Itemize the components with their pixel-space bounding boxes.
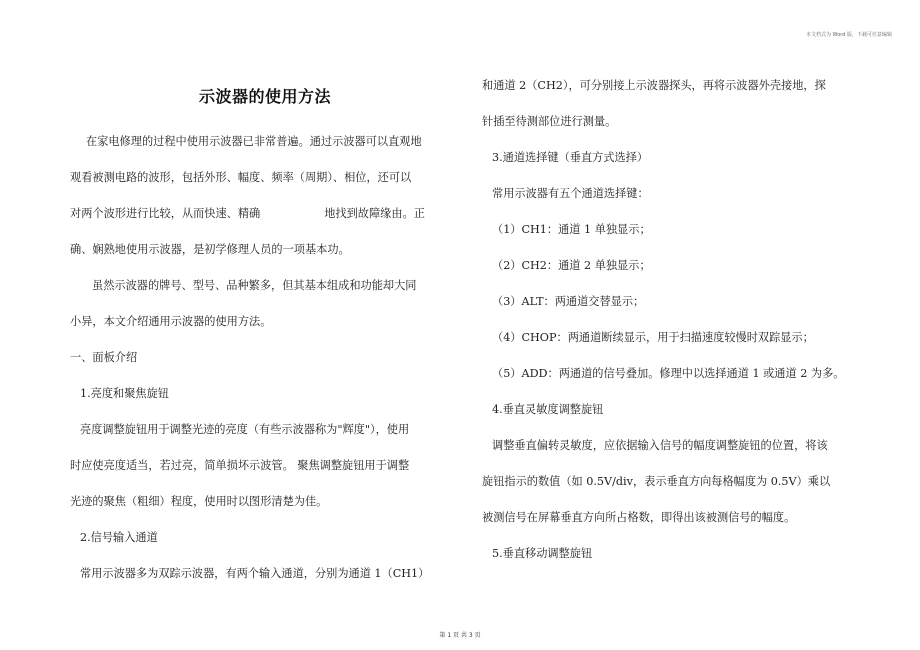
document-title: 示波器的使用方法 [198,87,331,106]
subsection-heading: 1.亮度和聚焦旋钮 [80,387,169,400]
line-segment: 地找到故障缘由。正 [324,207,425,220]
paragraph-line: 确、娴熟地使用示波器，是初学修理人员的一项基本功。 [70,243,350,256]
list-item: （3）ALT：两通道交替显示； [492,295,645,308]
list-item: （5）ADD：两通道的信号叠加。修理中以选择通道 1 或通道 2 为多。 [492,367,845,380]
paragraph-line: 常用示波器多为双踪示波器，有两个输入通道，分别为通道 1（CH1） [80,567,430,580]
paragraph-line: 小异，本文介绍通用示波器的使用方法。 [70,315,272,328]
paragraph-line: 和通道 2（CH2），可分别接上示波器探头，再将示波器外壳接地，探 [482,79,826,92]
edit-notice: 本文档式为 Word 版，下载可任意编辑 [805,32,892,38]
paragraph-line: 被测信号在屏幕垂直方向所占格数，即得出该被测信号的幅度。 [482,511,796,524]
paragraph-line: 时应使亮度适当，若过亮，简单损坏示波管。 聚焦调整旋钮用于调整 [70,459,410,472]
paragraph-line [70,196,460,232]
paragraph-line: 调整垂直偏转灵敏度，应依据输入信号的幅度调整旋钮的位置，将该 [492,439,828,452]
paragraph-line: 旋钮指示的数值（如 0.5V/div，表示垂直方向每格幅度为 0.5V）乘以 [482,475,831,488]
paragraph-line: 在家电修理的过程中使用示波器已非常普遍。通过示波器可以直观地 [86,135,422,148]
paragraph-line: 光迹的聚焦（粗细）程度，使用时以图形清楚为佳。 [70,495,328,508]
subsection-heading: 2.信号输入通道 [80,531,158,544]
line-segment: 对两个波形进行比较，从而快速、精确 [70,207,261,220]
paragraph-line: 虽然示波器的牌号、型号、品种繁多，但其基本组成和功能却大同 [92,279,417,292]
paragraph-line: 亮度调整旋钮用于调整光迹的亮度（有些示波器称为"辉度"），使用 [80,423,410,436]
paragraph-line: 常用示波器有五个通道选择键： [492,187,649,200]
paragraph-line: 针插至待测部位进行测量。 [482,115,617,128]
right-column [482,68,882,572]
subsection-heading: 4.垂直灵敏度调整旋钮 [492,403,604,416]
subsection-heading: 3.通道选择键（垂直方式选择） [492,151,649,164]
list-item: （2）CH2：通道 2 单独显示； [492,259,651,272]
subsection-heading: 5.垂直移动调整旋钮 [492,547,593,560]
list-item: （1）CH1：通道 1 单独显示； [492,223,651,236]
page-number: 第 1 页 共 3 页 [439,632,481,639]
section-heading: 一、面板介绍 [70,351,138,364]
left-column [70,124,460,592]
list-item: （4）CHOP：两通道断续显示，用于扫描速度较慢时双踪显示； [492,331,814,344]
paragraph-line: 观看被测电路的波形，包括外形、幅度、频率（周期）、相位，还可以 [70,171,412,184]
